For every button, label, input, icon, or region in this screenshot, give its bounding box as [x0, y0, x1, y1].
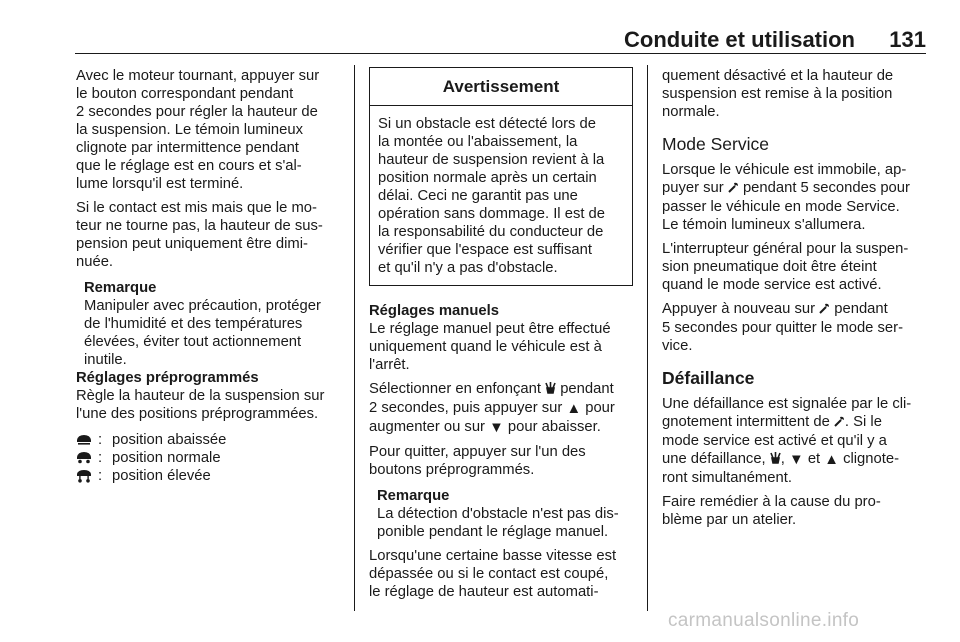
service-heading: Mode Service [662, 134, 769, 154]
position-label: position normale [112, 450, 221, 466]
wrench-icon [728, 180, 739, 198]
page-number: 131 [889, 27, 926, 52]
list-item: : position abaissée [76, 431, 342, 449]
paragraph-adjust: Avec le moteur tournant, appuyer sur le bouton correspondant pendant 2 secondes pour régler la hauteur de la suspension. Le témoin lumineux clignote par intermittence pendant que le réglage est en cours et s'al- lume lorsqu'il est terminé. [76, 68, 320, 192]
header-divider [75, 53, 926, 54]
position-list [76, 431, 342, 485]
manual-mode-icon [770, 451, 781, 469]
manual-heading: Réglages manuels [369, 303, 499, 319]
list-item: : position élevée [76, 467, 342, 485]
paragraph-ignition: Si le contact est mis mais que le mo- teur ne tourne pas, la hauteur de sus- pension peut uniquement être dimi- nuée. [76, 200, 323, 270]
car-normal-icon [76, 452, 98, 464]
watermark-brand: carmanualsonline.info [668, 610, 860, 631]
note-text: La détection d'obstacle n'est pas dis- ponible pendant le réglage manuel. [377, 506, 619, 540]
car-raised-icon [76, 470, 98, 483]
note-block [369, 487, 633, 541]
warning-box [369, 67, 633, 286]
car-lowered-icon [76, 434, 98, 446]
manual-text: Le réglage manuel peut être effectué uniquement quand le véhicule est à l'arrêt. [369, 321, 611, 373]
repair-text: Faire remédier à la cause du pro- blème par un atelier. [662, 494, 881, 528]
arrow-down-icon: ▼ [489, 420, 504, 436]
note-block [76, 279, 342, 369]
section-title: Conduite et utilisation [624, 27, 855, 52]
preset-heading: Réglages préprogrammés [76, 370, 259, 386]
column-1 [76, 67, 342, 485]
arrow-down-icon: ▼ [789, 452, 804, 468]
warning-title: Avertissement [370, 68, 632, 106]
quit-text: Pour quitter, appuyer sur l'un des boutons préprogrammés. [369, 444, 586, 478]
preset-text: Règle la hauteur de la suspension sur l'une des positions préprogrammées. [76, 388, 325, 422]
service-text: Lorsque le véhicule est immobile, ap- puyer sur pendant 5 secondes pour passer le véhicule en mode Service. Le témoin lumineux s'allumera. [662, 162, 910, 233]
manual-mode-icon [545, 381, 556, 399]
select-instructions: Sélectionner en enfonçant pendant 2 secondes, puis appuyer sur ▲ pour augmenter ou sur ▼ pour abaisser. [369, 381, 615, 436]
arrow-up-icon: ▲ [566, 401, 582, 417]
fault-heading: Défaillance [662, 368, 755, 388]
column-3 [662, 67, 928, 529]
warning-text: Si un obstacle est détecté lors de la montée ou l'abaissement, la hauteur de suspension revient à la position normale après un certain délai. Ceci ne garantit pas une opération sans dommage. Il est de la responsabilité du conducteur de vérifier que l'espace est suffisant et qu'il n'y a pas d'obstacle. [378, 116, 606, 276]
switch-text: L'interrupteur général pour la suspen- sion pneumatique doit être éteint quand le mode service est activé. [662, 241, 909, 293]
arrow-up-icon: ▲ [824, 452, 839, 468]
wrench-icon [834, 414, 845, 432]
fault-text: Une défaillance est signalée par le cli- gnotement intermittent de . Si le mode service est activé et qu'il y a une défaillance, , ▼ et ▲ clignote- ront simultanément. [662, 396, 912, 486]
note-title: Remarque [377, 488, 450, 504]
position-label: position élevée [112, 468, 211, 484]
position-label: position abaissée [112, 432, 227, 448]
column-2 [369, 67, 633, 601]
note-text: Manipuler avec précaution, protéger de l'humidité et des températures élevées, éviter tout actionnement inutile. [84, 298, 321, 368]
list-item: : position normale [76, 449, 342, 467]
speed-text: Lorsqu'une certaine basse vitesse est dépassée ou si le contact est coupé, le réglage de hauteur est automati- [369, 548, 617, 600]
note-title: Remarque [84, 280, 157, 296]
wrench-icon [819, 301, 830, 319]
column-divider-1 [354, 65, 355, 611]
column-divider-2 [647, 65, 648, 611]
continued-text: quement désactivé et la hauteur de suspension est remise à la position normale. [662, 68, 894, 120]
again-text: Appuyer à nouveau sur pendant 5 secondes pour quitter le mode ser- vice. [662, 301, 903, 354]
